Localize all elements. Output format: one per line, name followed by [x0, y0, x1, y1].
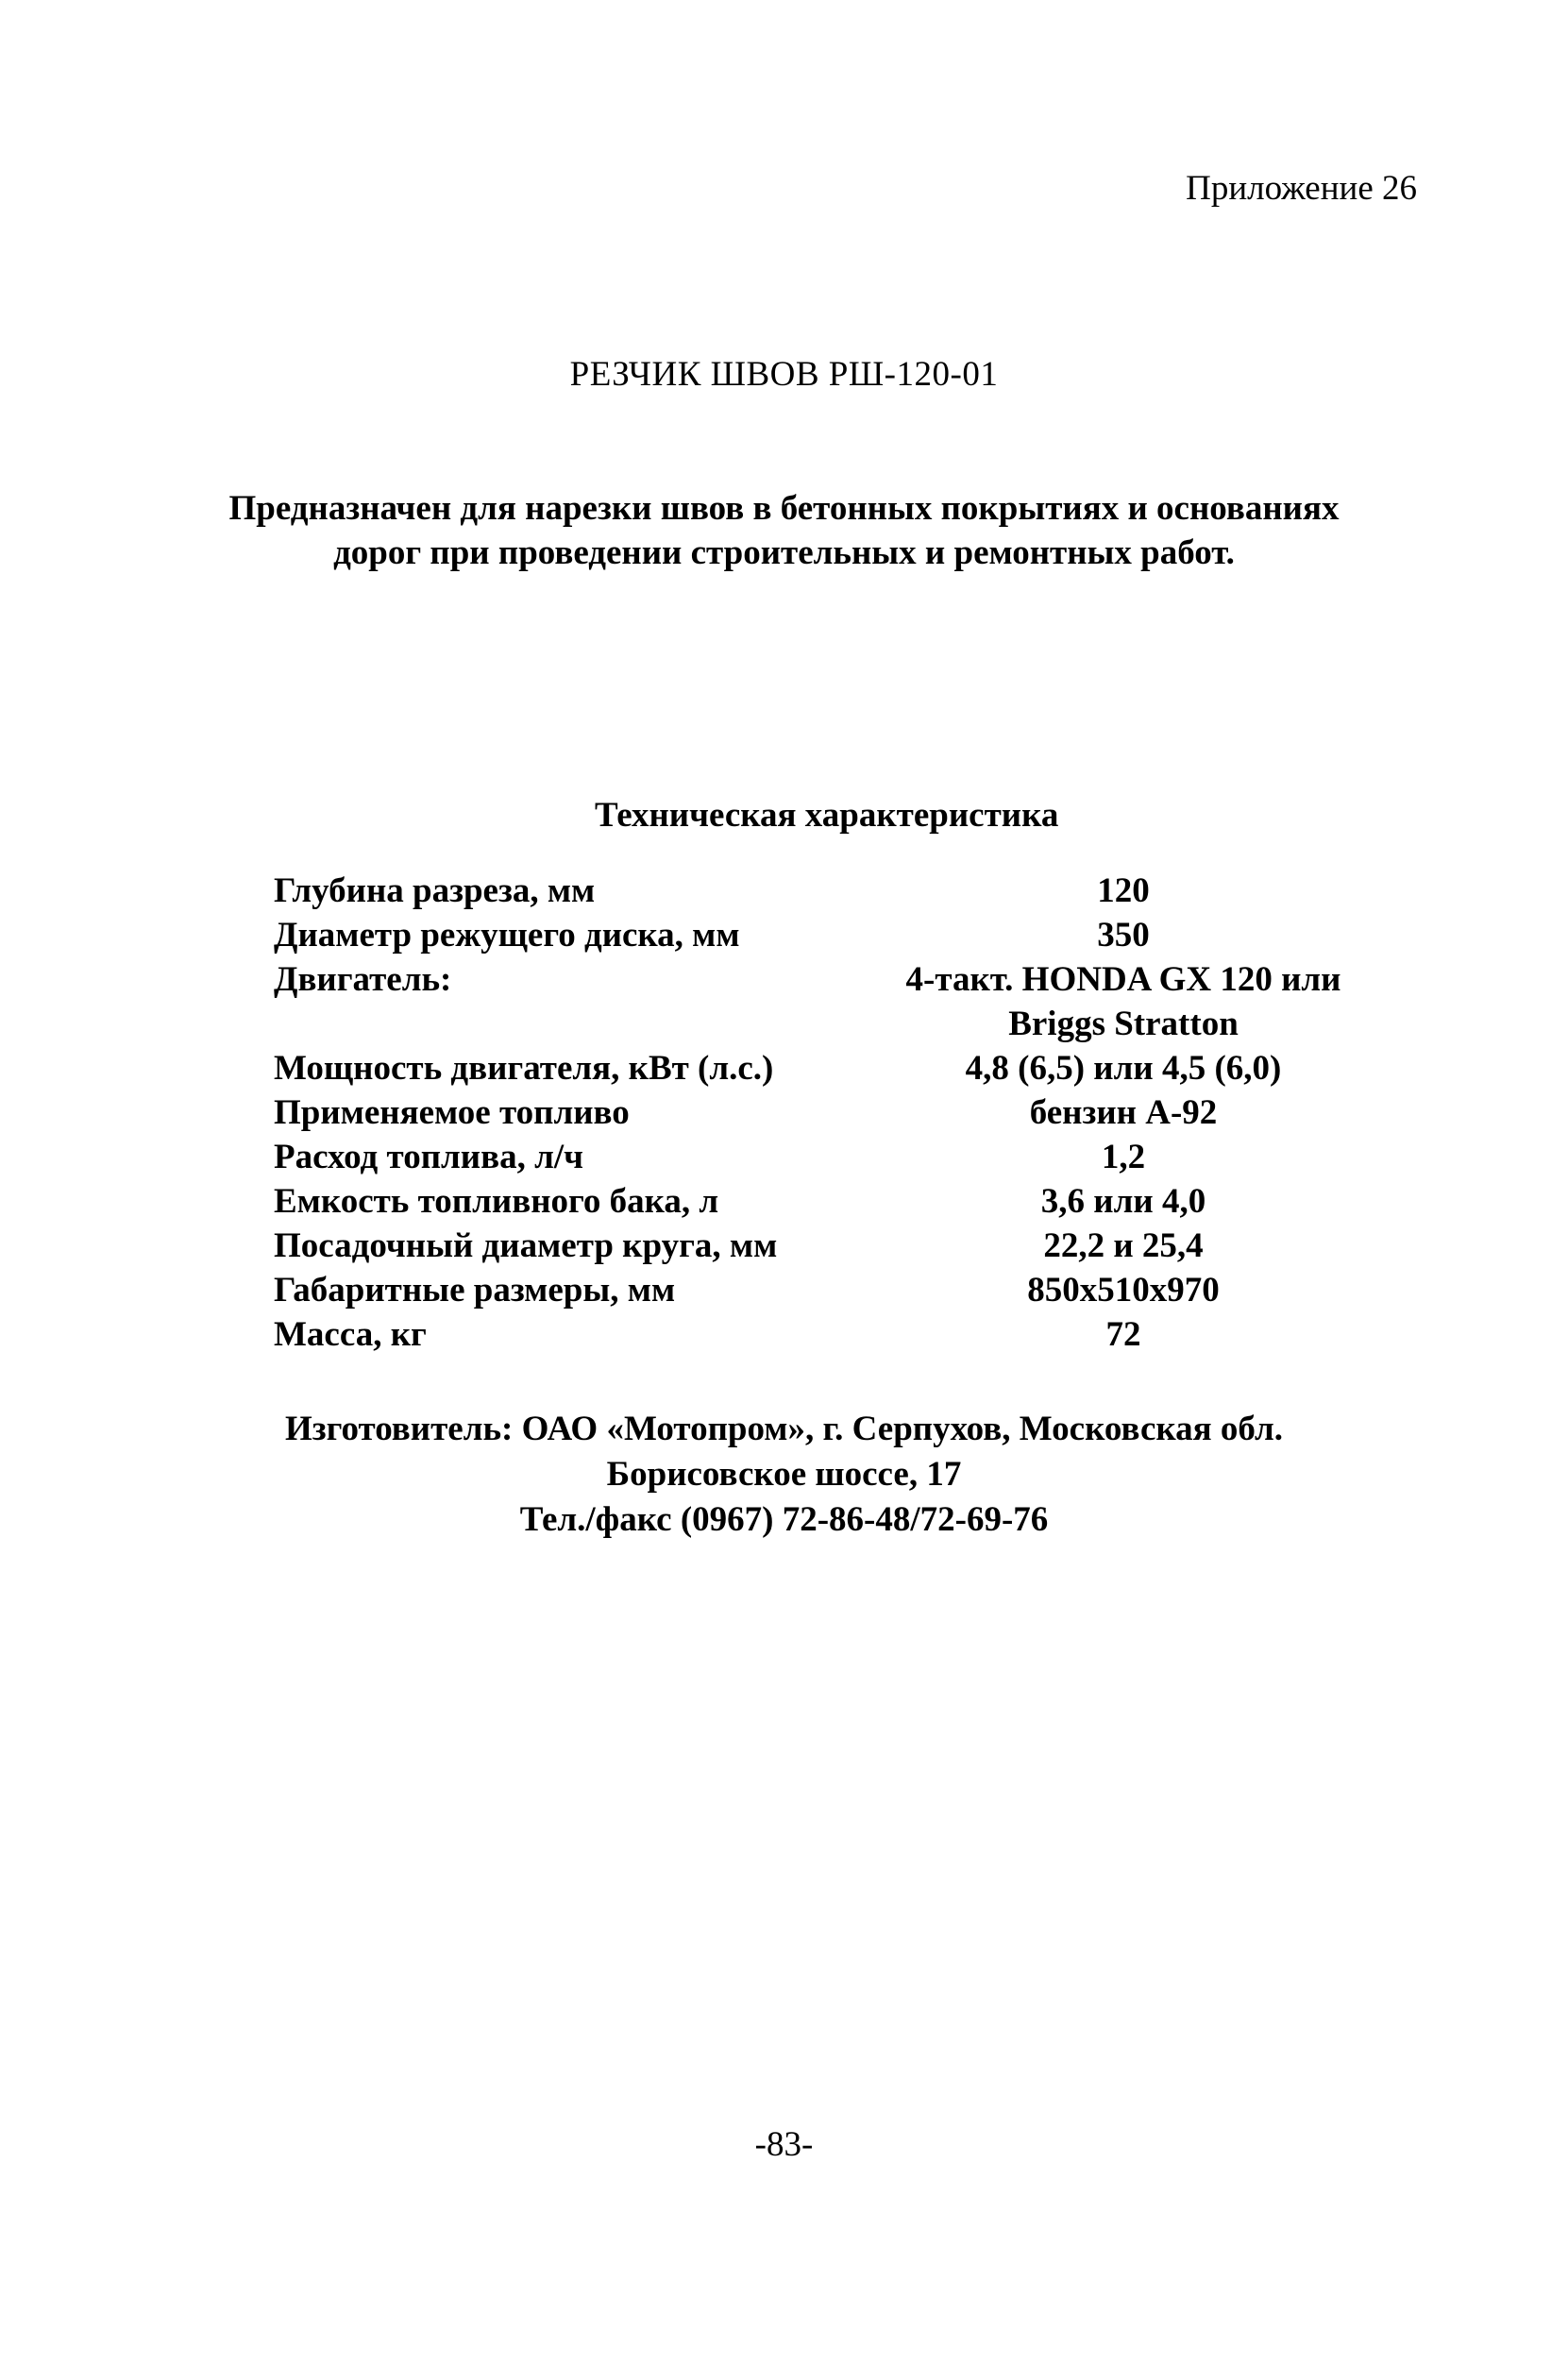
spec-label: Двигатель: — [274, 960, 452, 999]
appendix-label: Приложение 26 — [1186, 169, 1417, 208]
specs-table — [274, 869, 1397, 1357]
spec-row-cut-depth — [274, 869, 1397, 913]
spec-label: Расход топлива, л/ч — [274, 1138, 583, 1176]
spec-label: Применяемое топливо — [274, 1093, 630, 1132]
manufacturer-block — [0, 1407, 1568, 1543]
spec-row-tank-capacity — [274, 1179, 1397, 1224]
spec-value-line-1: 4-такт. HONDA GX 120 или — [905, 960, 1341, 999]
purpose-line-1: Предназначен для нарезки швов в бетонных покрытиях и основаниях — [228, 489, 1340, 528]
purpose-paragraph — [0, 486, 1568, 575]
document-title: РЕЗЧИК ШВОВ РШ-120-01 — [569, 355, 999, 394]
spec-row-dimensions — [274, 1268, 1397, 1312]
spec-value — [850, 957, 1397, 1046]
manufacturer-phone: Тел./факс (0967) 72-86-48/72-69-76 — [519, 1500, 1049, 1539]
spec-label: Диаметр режущего диска, мм — [274, 916, 740, 955]
spec-value: 850x510x970 — [1027, 1271, 1220, 1310]
spec-row-fuel — [274, 1090, 1397, 1135]
spec-row-disc-diameter — [274, 913, 1397, 957]
page-number: -83- — [754, 2125, 814, 2164]
specs-heading: Техническая характеристика — [595, 796, 1059, 835]
spec-value: бензин А-92 — [1029, 1093, 1218, 1132]
spec-value: 4,8 (6,5) или 4,5 (6,0) — [965, 1049, 1282, 1088]
spec-value: 22,2 и 25,4 — [1043, 1226, 1204, 1265]
spec-value: 3,6 или 4,0 — [1040, 1182, 1206, 1221]
spec-label: Глубина разреза, мм — [274, 871, 596, 910]
spec-row-engine — [274, 957, 1397, 1046]
spec-label: Посадочный диаметр круга, мм — [274, 1226, 778, 1265]
spec-label: Мощность двигателя, кВт (л.с.) — [274, 1049, 774, 1088]
spec-row-arbor-diameter — [274, 1224, 1397, 1268]
spec-row-engine-power — [274, 1046, 1397, 1090]
spec-row-fuel-consumption — [274, 1135, 1397, 1179]
spec-label: Габаритные размеры, мм — [274, 1271, 676, 1310]
purpose-line-2: дорог при проведении строительных и ремонтных работ. — [333, 533, 1235, 572]
manufacturer-line-1: Изготовитель: ОАО «Мотопром», г. Серпухов, Московская обл. — [285, 1410, 1283, 1448]
spec-row-mass — [274, 1312, 1397, 1357]
spec-label: Емкость топливного бака, л — [274, 1182, 719, 1221]
spec-value: 120 — [1097, 871, 1150, 910]
spec-value: 72 — [1105, 1315, 1141, 1354]
spec-value-line-2: Briggs Stratton — [1008, 1005, 1239, 1043]
manufacturer-address: Борисовское шоссе, 17 — [606, 1455, 962, 1494]
spec-value: 1,2 — [1101, 1138, 1146, 1176]
spec-value: 350 — [1097, 916, 1150, 955]
spec-label: Масса, кг — [274, 1315, 427, 1354]
